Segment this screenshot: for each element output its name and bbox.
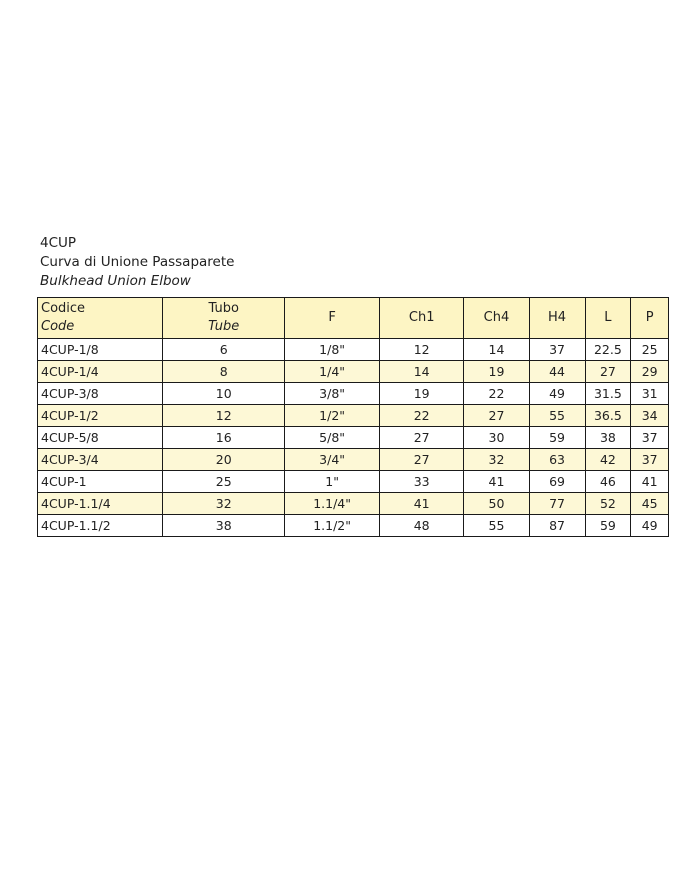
cell-h4: 59 bbox=[529, 427, 585, 449]
cell-tube: 38 bbox=[163, 515, 285, 537]
cell-code: 4CUP-3/8 bbox=[38, 383, 163, 405]
cell-tube: 6 bbox=[163, 339, 285, 361]
header-ch1: Ch1 bbox=[379, 298, 463, 339]
cell-p: 31 bbox=[631, 383, 669, 405]
cell-h4: 63 bbox=[529, 449, 585, 471]
cell-p: 49 bbox=[631, 515, 669, 537]
product-title-italian: Curva di Unione Passaparete bbox=[40, 254, 235, 270]
cell-code: 4CUP-3/4 bbox=[38, 449, 163, 471]
table-row bbox=[38, 493, 669, 515]
cell-l: 46 bbox=[585, 471, 631, 493]
header-p: P bbox=[631, 298, 669, 339]
table-row bbox=[38, 427, 669, 449]
cell-tube: 32 bbox=[163, 493, 285, 515]
cell-code: 4CUP-1.1/4 bbox=[38, 493, 163, 515]
cell-ch4: 50 bbox=[464, 493, 529, 515]
product-title-english: Bulkhead Union Elbow bbox=[40, 273, 191, 289]
table-row bbox=[38, 449, 669, 471]
cell-ch1: 27 bbox=[379, 449, 463, 471]
cell-code: 4CUP-1/4 bbox=[38, 361, 163, 383]
cell-code: 4CUP-1/2 bbox=[38, 405, 163, 427]
table-row bbox=[38, 405, 669, 427]
cell-tube: 25 bbox=[163, 471, 285, 493]
table-row bbox=[38, 383, 669, 405]
table-body bbox=[38, 339, 669, 537]
cell-l: 27 bbox=[585, 361, 631, 383]
header-l: L bbox=[585, 298, 631, 339]
cell-tube: 10 bbox=[163, 383, 285, 405]
cell-ch4: 41 bbox=[464, 471, 529, 493]
cell-l: 22.5 bbox=[585, 339, 631, 361]
cell-ch1: 22 bbox=[379, 405, 463, 427]
cell-tube: 20 bbox=[163, 449, 285, 471]
cell-h4: 44 bbox=[529, 361, 585, 383]
cell-f: 1.1/4" bbox=[285, 493, 380, 515]
cell-l: 36.5 bbox=[585, 405, 631, 427]
cell-h4: 55 bbox=[529, 405, 585, 427]
cell-p: 37 bbox=[631, 427, 669, 449]
cell-ch1: 19 bbox=[379, 383, 463, 405]
cell-ch1: 48 bbox=[379, 515, 463, 537]
cell-ch1: 14 bbox=[379, 361, 463, 383]
table-row bbox=[38, 361, 669, 383]
cell-f: 3/4" bbox=[285, 449, 380, 471]
cell-f: 1/4" bbox=[285, 361, 380, 383]
cell-l: 52 bbox=[585, 493, 631, 515]
cell-h4: 69 bbox=[529, 471, 585, 493]
cell-code: 4CUP-1.1/2 bbox=[38, 515, 163, 537]
header-code: Codice Code bbox=[38, 298, 163, 339]
cell-f: 1" bbox=[285, 471, 380, 493]
cell-tube: 16 bbox=[163, 427, 285, 449]
cell-ch1: 33 bbox=[379, 471, 463, 493]
cell-l: 38 bbox=[585, 427, 631, 449]
cell-p: 29 bbox=[631, 361, 669, 383]
cell-p: 37 bbox=[631, 449, 669, 471]
header-ch4: Ch4 bbox=[464, 298, 529, 339]
cell-p: 25 bbox=[631, 339, 669, 361]
dimensions-table bbox=[37, 297, 669, 537]
header-f: F bbox=[285, 298, 380, 339]
cell-f: 5/8" bbox=[285, 427, 380, 449]
cell-p: 41 bbox=[631, 471, 669, 493]
product-code: 4CUP bbox=[40, 235, 77, 251]
cell-tube: 8 bbox=[163, 361, 285, 383]
header-h4: H4 bbox=[529, 298, 585, 339]
cell-ch4: 32 bbox=[464, 449, 529, 471]
cell-l: 31.5 bbox=[585, 383, 631, 405]
cell-f: 1/8" bbox=[285, 339, 380, 361]
cell-ch4: 27 bbox=[464, 405, 529, 427]
table-row bbox=[38, 339, 669, 361]
cell-code: 4CUP-1/8 bbox=[38, 339, 163, 361]
cell-tube: 12 bbox=[163, 405, 285, 427]
cell-h4: 37 bbox=[529, 339, 585, 361]
cell-l: 42 bbox=[585, 449, 631, 471]
cell-p: 45 bbox=[631, 493, 669, 515]
table-row bbox=[38, 471, 669, 493]
cell-h4: 49 bbox=[529, 383, 585, 405]
cell-ch1: 27 bbox=[379, 427, 463, 449]
cell-ch4: 55 bbox=[464, 515, 529, 537]
header-tube: Tubo Tube bbox=[163, 298, 285, 339]
cell-code: 4CUP-5/8 bbox=[38, 427, 163, 449]
cell-f: 1.1/2" bbox=[285, 515, 380, 537]
cell-ch1: 41 bbox=[379, 493, 463, 515]
cell-code: 4CUP-1 bbox=[38, 471, 163, 493]
cell-f: 1/2" bbox=[285, 405, 380, 427]
cell-h4: 87 bbox=[529, 515, 585, 537]
cell-ch4: 22 bbox=[464, 383, 529, 405]
cell-p: 34 bbox=[631, 405, 669, 427]
cell-ch4: 14 bbox=[464, 339, 529, 361]
cell-h4: 77 bbox=[529, 493, 585, 515]
cell-l: 59 bbox=[585, 515, 631, 537]
cell-ch1: 12 bbox=[379, 339, 463, 361]
cell-f: 3/8" bbox=[285, 383, 380, 405]
table-row bbox=[38, 515, 669, 537]
cell-ch4: 30 bbox=[464, 427, 529, 449]
table-header bbox=[38, 298, 669, 339]
product-heading bbox=[40, 234, 234, 291]
cell-ch4: 19 bbox=[464, 361, 529, 383]
